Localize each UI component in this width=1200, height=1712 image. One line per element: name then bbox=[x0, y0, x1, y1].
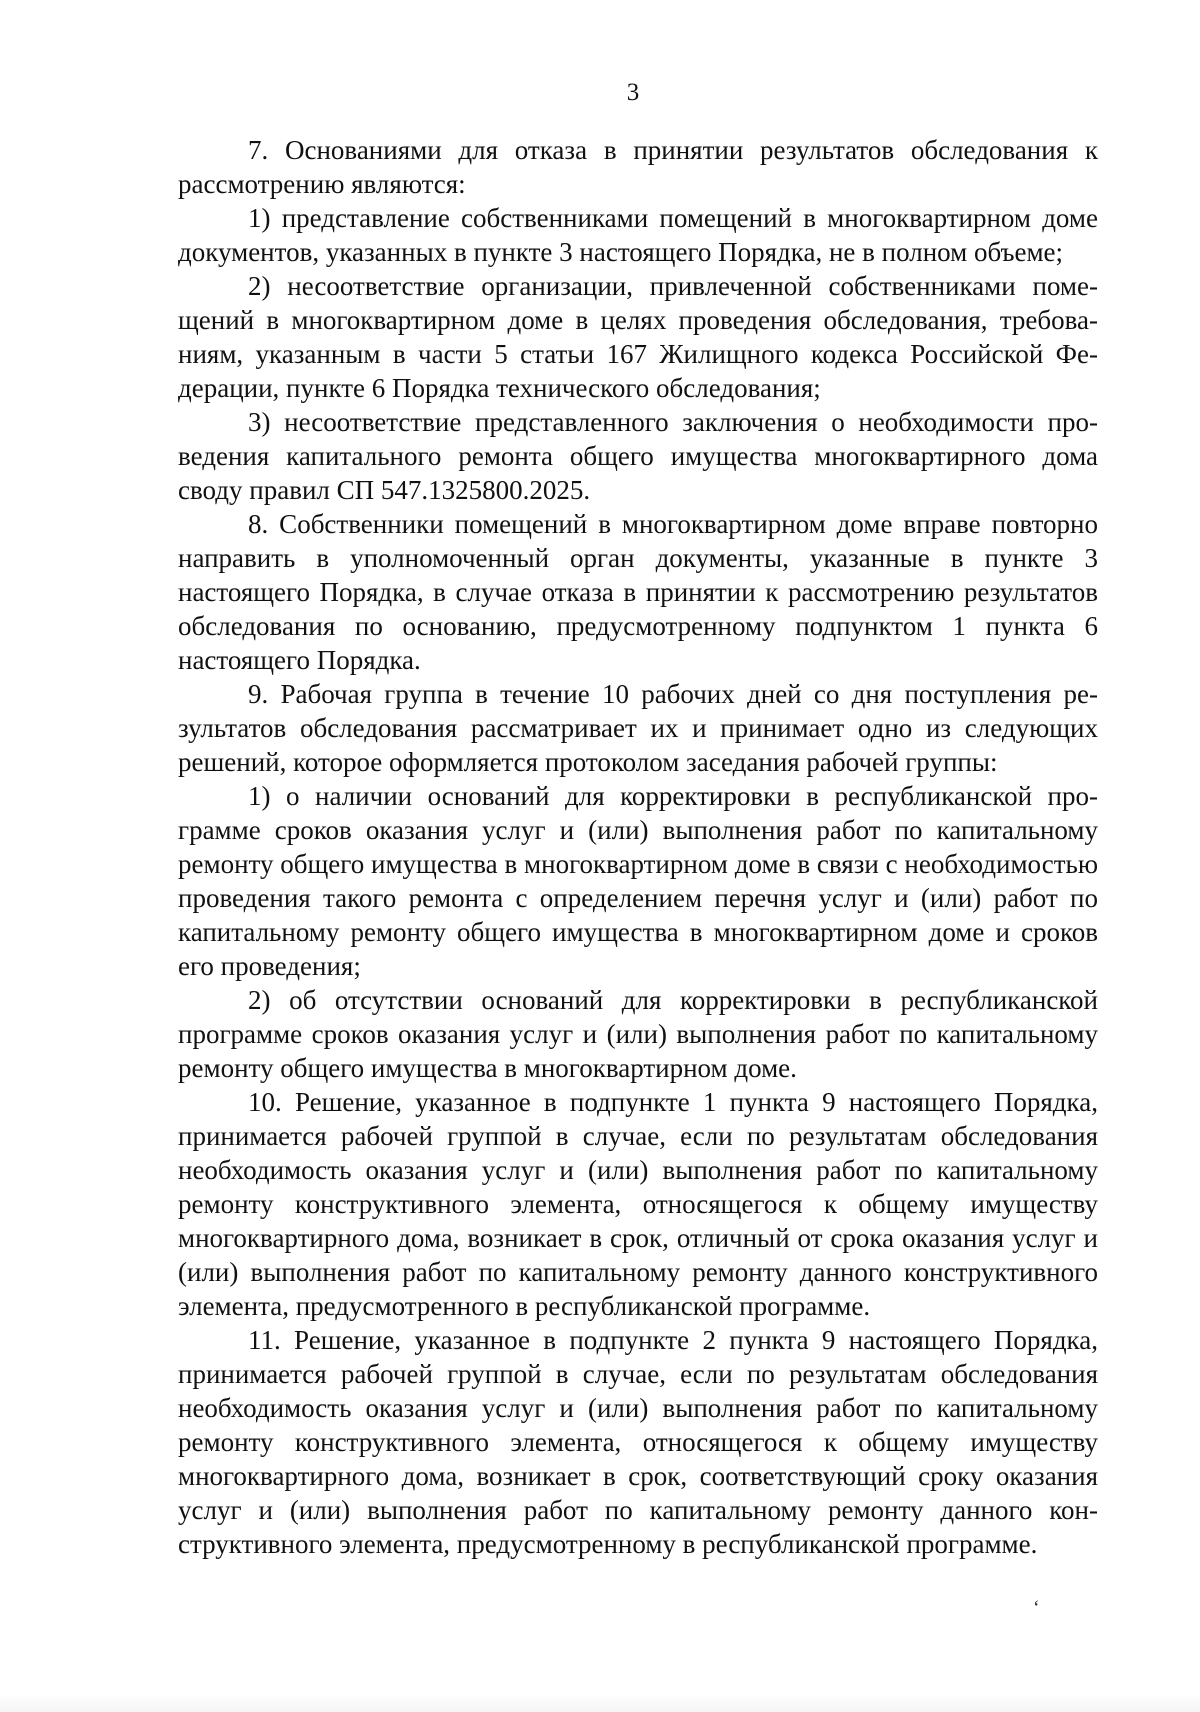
paragraph-9: 9. Рабочая группа в течение 10 рабочих дней со дня поступления результатов обследования рассматривает их и принимает одно из следующих решений, которое оформляется протоколом заседания рабочей группы: bbox=[178, 679, 1098, 777]
paragraph-7-item-2: 2) несоответствие организации, привлеченной собственниками помещений в многоквартирном доме в целях проведения обследования, требованиям, указанным в части 5 статьи 167 Жилищного кодекса Российской Федерации, пункте 6 Порядка технического обследования; bbox=[178, 271, 1098, 403]
scan-speck: ‘ bbox=[1033, 1597, 1040, 1619]
paragraph-9-item-2: 2) об отсутствии оснований для корректировки в республиканской программе сроков оказания услуг и (или) выполнения работ по капитальному ремонту общего имущества в многоквартирном доме. bbox=[178, 985, 1098, 1083]
paragraph-8: 8. Собственники помещений в многоквартирном доме вправе повторно направить в уполномоченный орган документы, указанные в пункте 3 настоящего Порядка, в случае отказа в принятии к рассмотрению результатов обследования по основанию, предусмотренному подпунктом 1 пункта 6 настоящего Порядка. bbox=[178, 509, 1098, 675]
paragraph-7: 7. Основаниями для отказа в принятии результатов обследования к рассмотрению являются: bbox=[178, 135, 1098, 199]
paragraph-10: 10. Решение, указанное в подпункте 1 пункта 9 настоящего Порядка, принимается рабочей группой в случае, если по результатам обследования необходимость оказания услуг и (или) выполнения работ по капитальному ремонту конструктивного элемента, относящегося к общему имуществу многоквартирного дома, возникает в срок, отличный от срока оказания услуг и (или) выполнения работ по капитальному ремонту данного конструктивного элемента, предусмотренного в республиканской программе. bbox=[178, 1087, 1098, 1321]
paragraph-9-item-1: 1) о наличии оснований для корректировки в республиканской программе сроков оказания услуг и (или) выполнения работ по капитальному ремонту общего имущества в многоквартирном доме в связи с необходимостью проведения такого ремонта с определением перечня услуг и (или) работ по капитальному ремонту общего имущества в многоквартирном доме и сроков его проведения; bbox=[178, 781, 1098, 981]
paragraph-7-item-3: 3) несоответствие представленного заключения о необходимости проведения капитального ремонта общего имущества многоквартирного дома своду правил СП 547.1325800.2025. bbox=[178, 407, 1098, 505]
scan-bottom-edge bbox=[0, 1694, 1200, 1712]
paragraph-7-item-1: 1) представление собственниками помещений в многоквартирном доме документов, указанных в пункте 3 настоящего Порядка, не в полном объеме; bbox=[178, 203, 1098, 267]
document-body bbox=[178, 133, 1098, 1561]
page-number: 3 bbox=[626, 79, 640, 106]
paragraph-11: 11. Решение, указанное в подпункте 2 пункта 9 настоящего Порядка, принимается рабочей группой в случае, если по результатам обследования необходимость оказания услуг и (или) выполнения работ по капитальному ремонту конструктивного элемента, относящегося к общему имуществу многоквартирного дома, возникает в срок, соответствующий сроку оказания услуг и (или) выполнения работ по капитальному ремонту данного конструктивного элемента, предусмотренному в республиканской программе. bbox=[178, 1325, 1098, 1559]
